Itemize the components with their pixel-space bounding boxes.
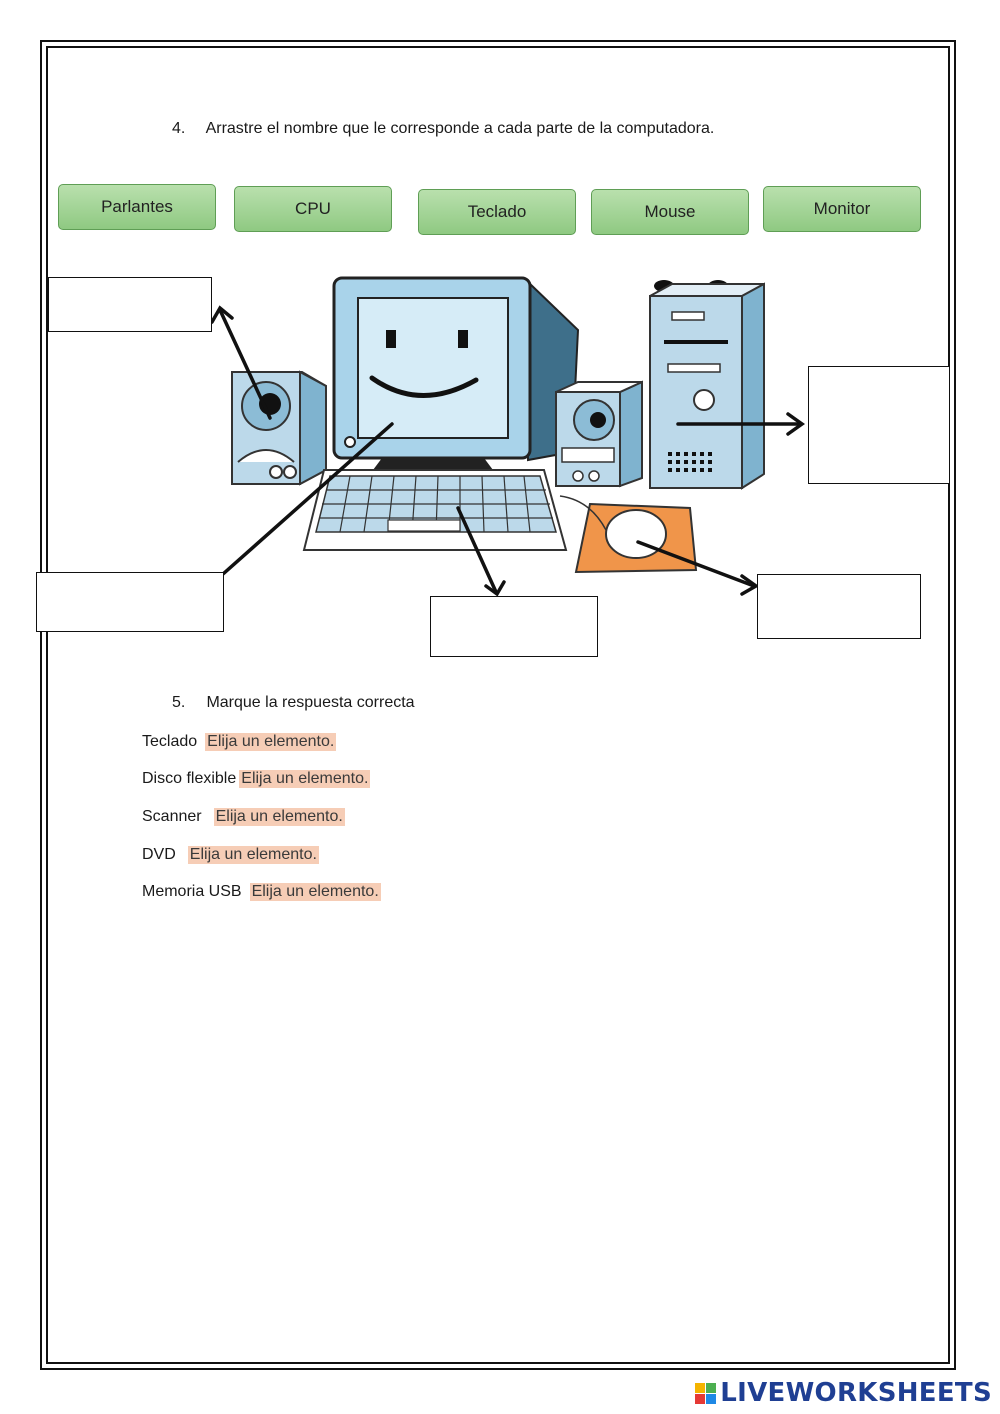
question-5-instruction: Marque la respuesta correcta [206, 694, 415, 711]
dropdown-teclado[interactable]: Elija un elemento. [207, 733, 335, 750]
left-speaker-icon [232, 372, 326, 484]
item-label-dvd: DVD [142, 846, 176, 863]
item-label-disco-flexible: Disco flexible [142, 770, 237, 787]
dropdown-scanner[interactable]: Elija un elemento. [215, 808, 343, 825]
list-item [142, 843, 319, 867]
chip-mouse[interactable]: Mouse [591, 189, 749, 235]
chip-parlantes[interactable]: Parlantes [58, 184, 216, 230]
dropdown-dvd[interactable]: Elija un elemento. [189, 846, 317, 863]
item-label-teclado: Teclado [142, 733, 198, 750]
right-speaker-icon [556, 382, 642, 486]
question-5-number: 5. [172, 694, 186, 711]
question-5-title [172, 694, 415, 712]
drop-zone-cpu[interactable] [808, 366, 950, 484]
question-4-number: 4. [172, 120, 186, 137]
cpu-tower-icon [650, 280, 764, 488]
list-item [142, 805, 345, 829]
drop-zone-monitor[interactable] [36, 572, 224, 632]
list-item [142, 880, 381, 904]
list-item [142, 767, 370, 791]
chip-teclado[interactable]: Teclado [418, 189, 576, 235]
list-item [142, 730, 336, 754]
question-4-instruction: Arrastre el nombre que le corresponde a cada parte de la computadora. [205, 120, 715, 137]
drop-zone-teclado[interactable] [430, 596, 598, 657]
drop-zone-parlantes[interactable] [48, 277, 212, 332]
item-label-memoria-usb: Memoria USB [142, 883, 242, 900]
dropdown-disco-flexible[interactable]: Elija un elemento. [241, 770, 369, 787]
chip-cpu[interactable]: CPU [234, 186, 392, 232]
brand-grid-icon [695, 1383, 716, 1404]
keyboard-icon [304, 470, 566, 550]
item-label-scanner: Scanner [142, 808, 202, 825]
drop-zone-mouse[interactable] [757, 574, 921, 639]
dropdown-memoria-usb[interactable]: Elija un elemento. [251, 883, 379, 900]
brand-name: LIVEWORKSHEETS [720, 1378, 992, 1408]
liveworksheets-logo [695, 1378, 992, 1408]
mouse-icon [560, 496, 696, 572]
chip-monitor[interactable]: Monitor [763, 186, 921, 232]
